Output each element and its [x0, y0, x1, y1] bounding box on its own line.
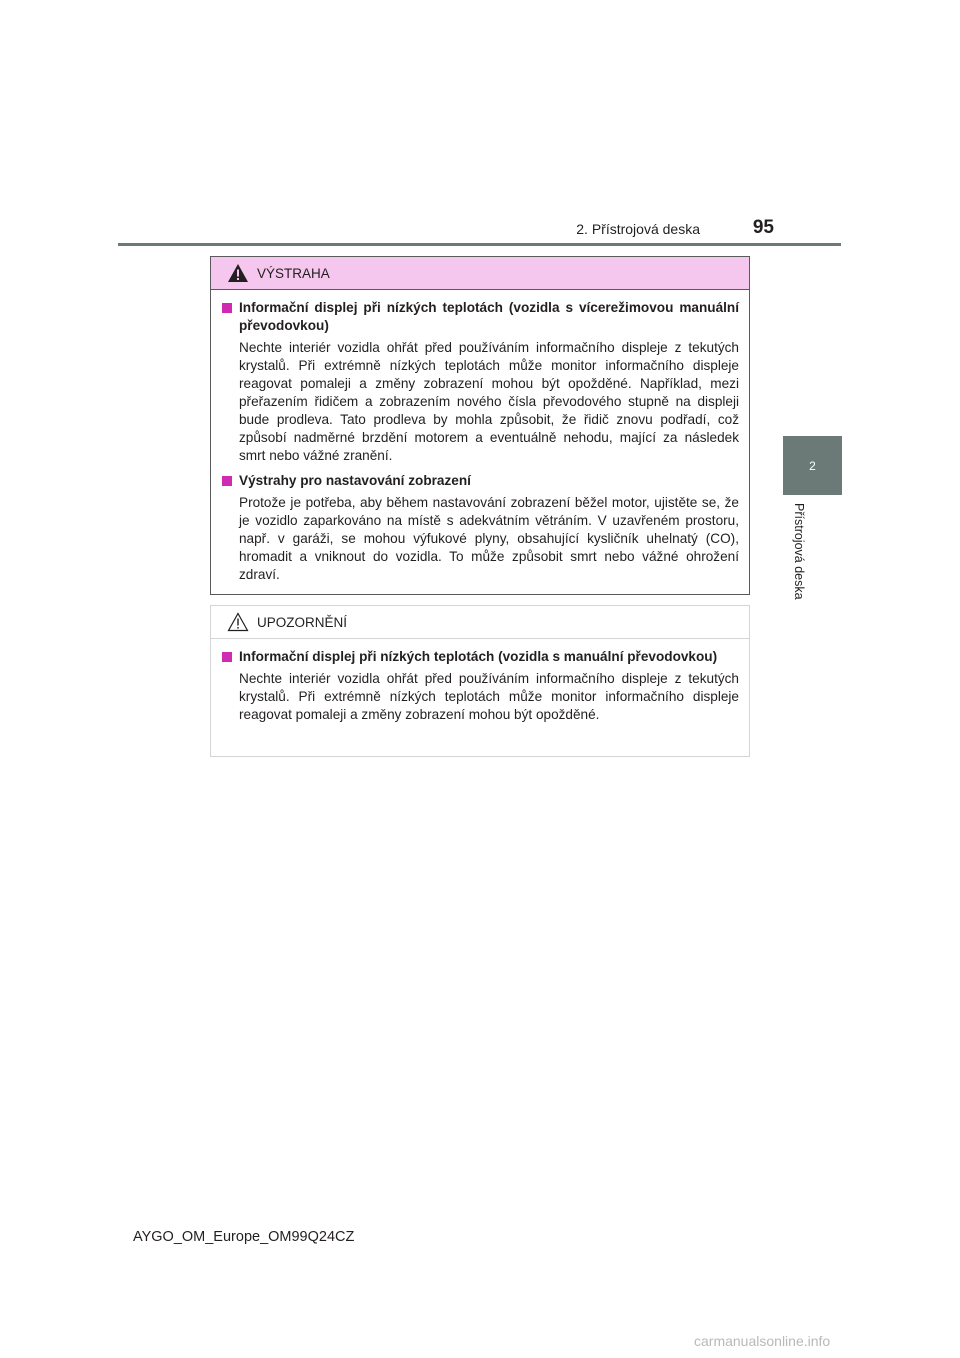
warning-item: [222, 299, 739, 465]
warning-item-heading: Výstrahy pro nastavování zobrazení: [222, 472, 739, 490]
chapter-title: 2. Přístrojová deska: [576, 221, 700, 237]
caution-box: [210, 605, 750, 757]
caution-item: [222, 648, 739, 724]
bullet-square-icon: [222, 652, 232, 662]
caution-triangle-icon: [227, 612, 249, 632]
warning-body: [211, 290, 749, 584]
warning-title: VÝSTRAHA: [257, 265, 330, 281]
document-code: AYGO_OM_Europe_OM99Q24CZ: [133, 1229, 355, 1245]
warning-item-text: Nechte interiér vozidla ohřát před používáním informačního displeje z tekutých krystalů. Při extrémně nízkých teplotách může monitor informačního displeje reagovat pomaleji a změny zobrazení mohou být opožděné. Například, mezi přeřazením řidičem a zobrazením nového čísla převodového stupně na displeji bude prodleva. Tato prodleva by mohla způsobit, že řidič znovu podřadí, což způsobí nadměrné brzdění motorem a eventuálně nehodu, mající za následek smrt nebo vážné zranění.: [239, 340, 739, 463]
caution-title: UPOZORNĚNÍ: [257, 614, 348, 630]
page-number: 95: [752, 217, 774, 238]
watermark: carmanualsonline.info: [694, 1333, 831, 1349]
chapter-tab-number: 2: [809, 458, 816, 473]
caution-header: [211, 606, 749, 639]
bullet-square-icon: [222, 303, 232, 313]
header-rule: [118, 243, 841, 246]
bullet-square-icon: [222, 476, 232, 486]
warning-item-heading: Informační displej při nízkých teplotách (vozidla s vícerežimovou manuální převodovkou): [222, 299, 739, 335]
caution-body: [211, 639, 749, 724]
caution-item-heading: Informační displej při nízkých teplotách (vozidla s manuální převodovkou): [222, 648, 739, 666]
warning-item-text: Protože je potřeba, aby během nastavování zobrazení běžel motor, ujistěte se, že je vozidlo zaparkováno na místě s adekvátním větráním. V uzavřeném prostoru, např. v garáži, se mohou výfukové plyny, obsahující kysličník uhelnatý (CO), hromadit a vniknout do vozidla. To může způsobit smrt nebo vážné ohrožení zdraví.: [239, 495, 739, 582]
caution-item-text: Nechte interiér vozidla ohřát před používáním informačního displeje z tekutých krystalů. Při extrémně nízkých teplotách může monitor informačního displeje reagovat pomaleji a změny zobrazení mohou být opožděné.: [239, 671, 739, 722]
warning-box: [210, 256, 750, 595]
warning-item: [222, 472, 739, 584]
warning-header: [211, 257, 749, 290]
chapter-tab: [783, 436, 842, 495]
warning-triangle-icon: [227, 263, 249, 283]
chapter-tab-label: Přístrojová deska: [792, 503, 806, 600]
